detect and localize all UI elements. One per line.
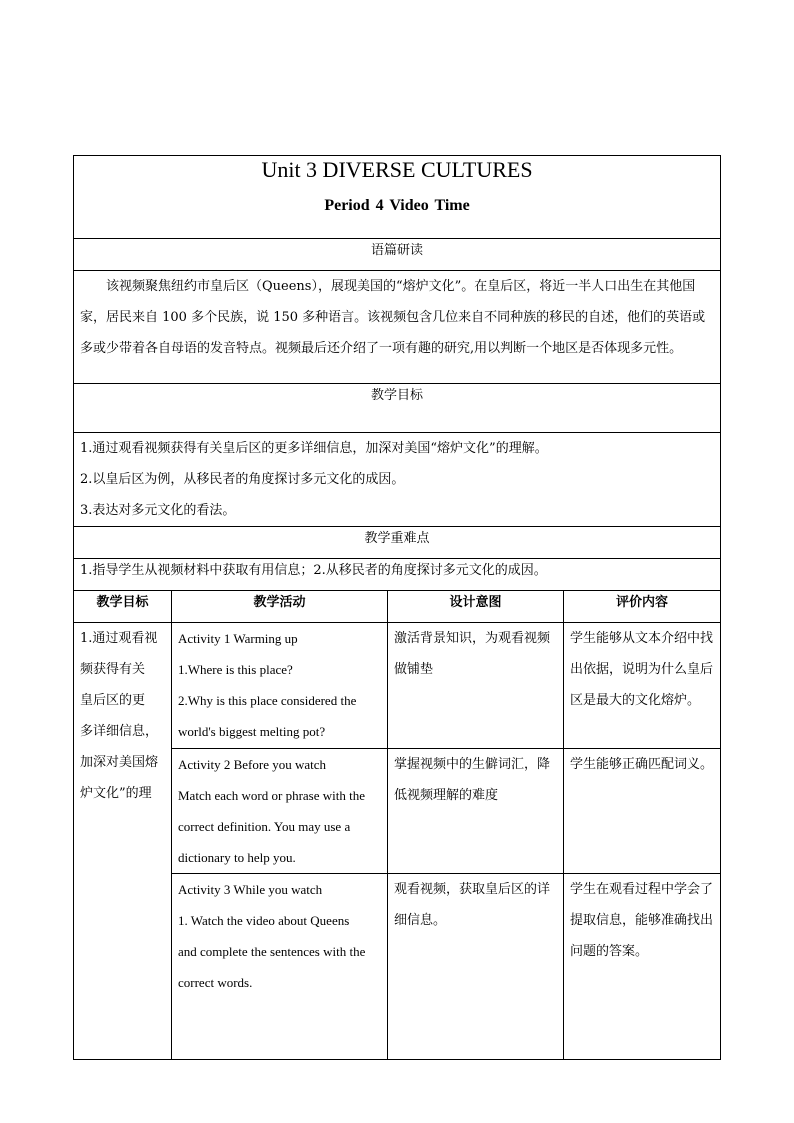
objectives-list xyxy=(74,433,721,527)
table-row xyxy=(74,623,721,749)
evaluation-cell: 学生能够正确匹配词义。 xyxy=(564,749,721,874)
activity-line: 2.Why is this place considered the xyxy=(178,693,357,708)
lesson-plan-table xyxy=(73,155,721,1060)
objective-item: 1.通过观看视频获得有关皇后区的更多详细信息，加深对美国“熔炉文化”的理解。 xyxy=(80,441,548,456)
text-study-paragraph: 该视频聚焦纽约市皇后区（Queens），展现美国的“熔炉文化”。在皇后区，将近一半人口出生在其他国家，居民来自 100 多个民族，说 150 多种语言。该视频包含几位来自不同种族的移民的自述，他们的英语或多或少带着各自母语的发音特点。视频最后还介绍了一项有趣的研究,用以判断一个地区是否体现多元性。 xyxy=(74,271,721,384)
activity-line: 1.Where is this place? xyxy=(178,662,293,677)
activity-cell xyxy=(172,874,388,1060)
title-cell xyxy=(74,156,721,239)
evaluation-cell: 学生能够从文本介绍中找出依据，说明为什么皇后区是最大的文化熔炉。 xyxy=(564,623,721,749)
activity-line: dictionary to help you. xyxy=(178,850,296,865)
activity-line: Activity 1 Warming up xyxy=(178,631,298,646)
activity-line: correct words. xyxy=(178,975,253,990)
table-row xyxy=(74,749,721,874)
activity-table-header xyxy=(74,591,721,623)
unit-title: Unit 3 DIVERSE CULTURES xyxy=(261,157,533,182)
activity-line: 1. Watch the video about Queens xyxy=(178,913,350,928)
title-row xyxy=(74,156,721,239)
header-objective: 教学目标 xyxy=(74,591,172,623)
activity-line: Activity 2 Before you watch xyxy=(178,757,327,772)
purpose-cell: 观看视频，获取皇后区的详细信息。 xyxy=(388,874,564,1060)
goal-line: 皇后区的更 xyxy=(80,693,146,708)
objective-item: 2.以皇后区为例，从移民者的角度探讨多元文化的成因。 xyxy=(80,472,405,487)
goal-cell xyxy=(74,623,172,1060)
objective-item: 3.表达对多元文化的看法。 xyxy=(80,503,236,518)
activity-line: correct definition. You may use a xyxy=(178,819,351,834)
objectives-heading: 教学目标 xyxy=(74,384,721,433)
header-purpose: 设计意图 xyxy=(388,591,564,623)
text-study-heading: 语篇研读 xyxy=(74,239,721,271)
activity-line: world's biggest melting pot? xyxy=(178,724,326,739)
purpose-cell: 掌握视频中的生僻词汇，降低视频理解的难度 xyxy=(388,749,564,874)
evaluation-cell: 学生在观看过程中学会了提取信息，能够准确找出问题的答案。 xyxy=(564,874,721,1060)
activity-cell xyxy=(172,749,388,874)
header-evaluation: 评价内容 xyxy=(564,591,721,623)
header-activity: 教学活动 xyxy=(172,591,388,623)
activity-line: Activity 3 While you watch xyxy=(178,882,323,897)
goal-line: 频获得有关 xyxy=(80,662,146,677)
activity-cell xyxy=(172,623,388,749)
key-points-text: 1.指导学生从视频材料中获取有用信息；2.从移民者的角度探讨多元文化的成因。 xyxy=(74,559,721,591)
goal-line: 1.通过观看视 xyxy=(80,631,158,646)
goal-line: 炉文化”的理 xyxy=(80,786,152,801)
key-points-heading: 教学重难点 xyxy=(74,527,721,559)
activity-line: and complete the sentences with the xyxy=(178,944,366,959)
period-title: Period 4 Video Time xyxy=(324,197,470,214)
goal-line: 加深对美国熔 xyxy=(80,755,159,770)
purpose-cell: 激活背景知识，为观看视频做铺垫 xyxy=(388,623,564,749)
table-row xyxy=(74,874,721,1060)
goal-line: 多详细信息， xyxy=(80,724,159,739)
activity-line: Match each word or phrase with the xyxy=(178,788,365,803)
